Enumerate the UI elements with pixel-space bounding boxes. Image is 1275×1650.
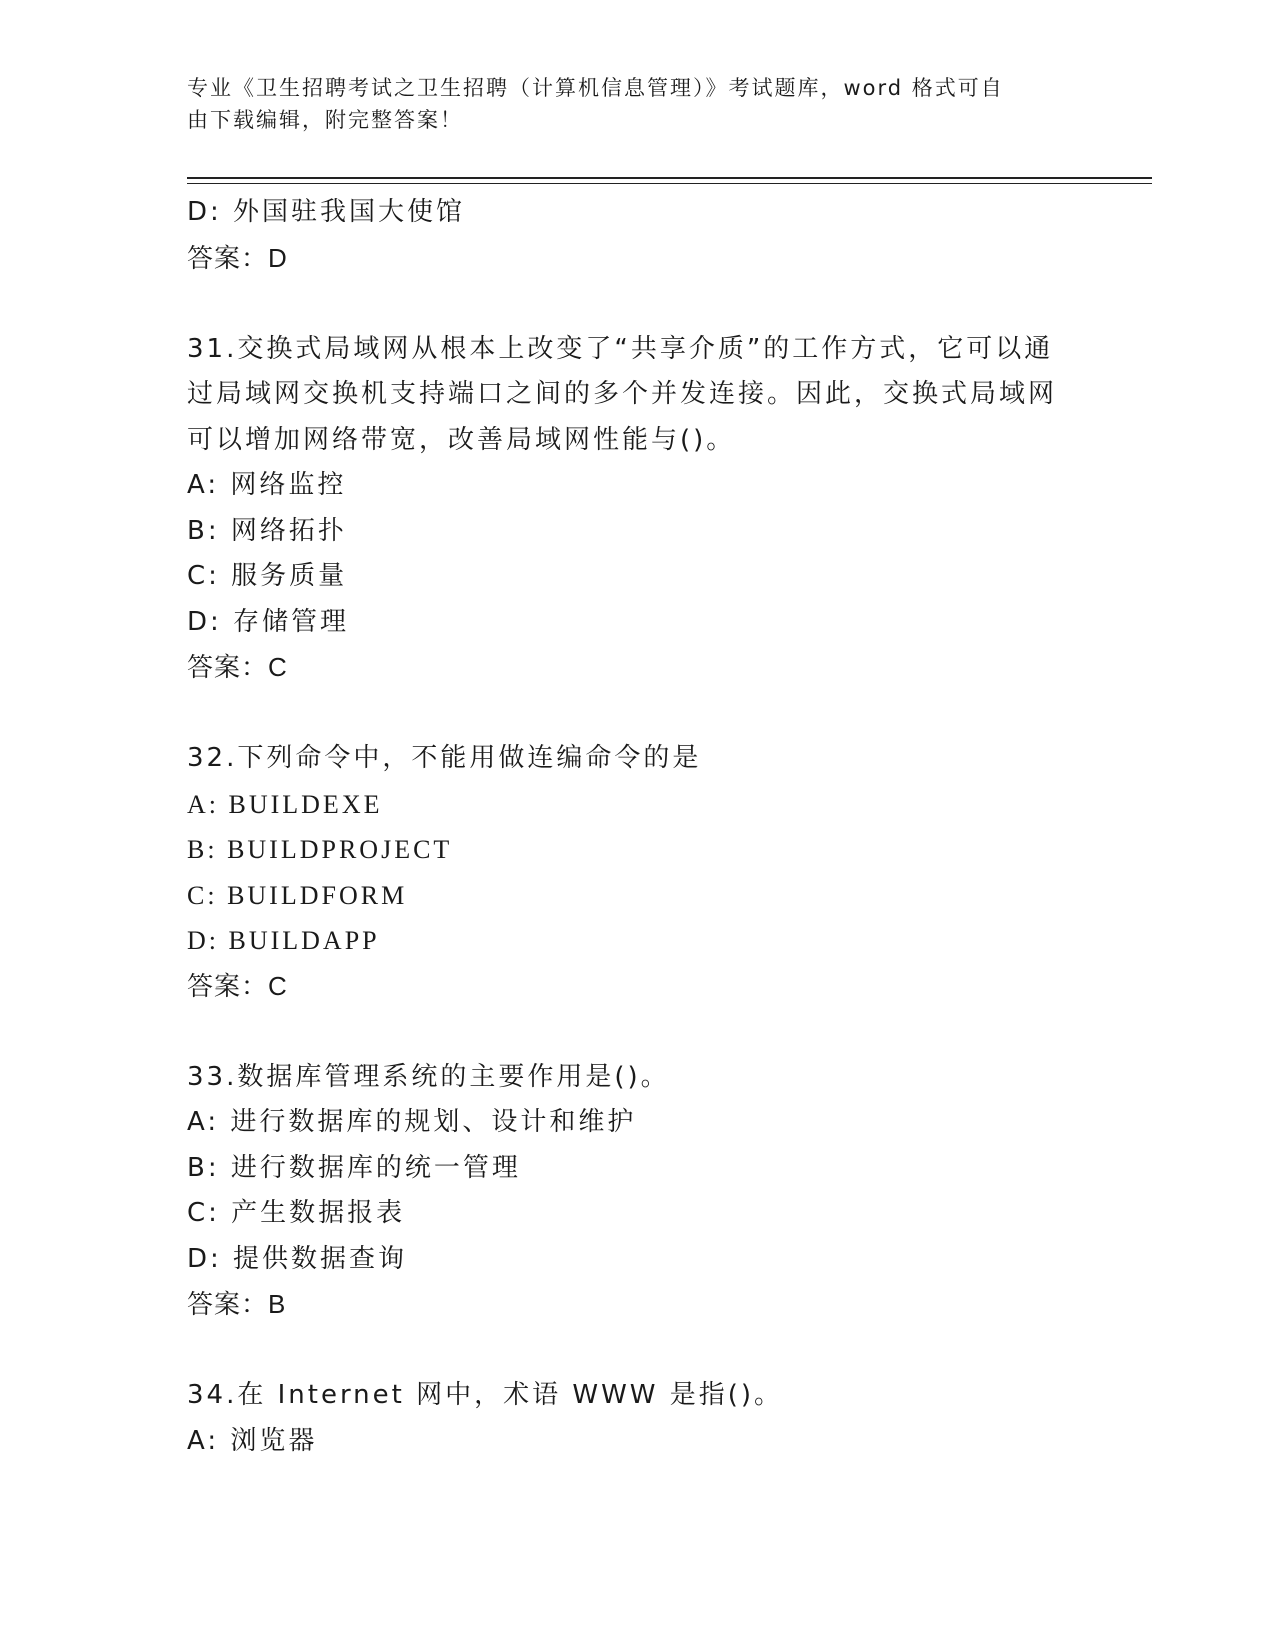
question-stem-line-3: 可以增加网络带宽，改善局域网性能与()。 bbox=[187, 424, 736, 455]
option-c: C: 产生数据报表 bbox=[187, 1198, 406, 1228]
question-stem-line-1: 31.交换式局域网从根本上改变了“共享介质”的工作方式，它可以通 bbox=[187, 333, 1054, 364]
answer-line: 答案：B bbox=[187, 1289, 287, 1319]
question-stem: 34.在 Internet 网中，术语 WWW 是指()。 bbox=[187, 1380, 784, 1410]
option-d: D: 提供数据查询 bbox=[187, 1243, 408, 1274]
question-spacer bbox=[187, 1328, 1087, 1374]
question-spacer bbox=[187, 1009, 1087, 1055]
option-d: D: 外国驻我国大使馆 bbox=[187, 197, 466, 227]
document-header bbox=[187, 72, 1067, 136]
option-c: C: BUILDFORM bbox=[187, 880, 408, 910]
question-stem: 32.下列命令中，不能用做连编命令的是 bbox=[187, 743, 702, 773]
question-30-tail bbox=[187, 190, 1087, 281]
question-list bbox=[187, 190, 1087, 1464]
option-b: B: 进行数据库的统一管理 bbox=[187, 1152, 521, 1183]
header-divider-thick bbox=[187, 177, 1152, 179]
option-b: B: 网络拓扑 bbox=[187, 515, 347, 546]
header-intro-line-2: 由下载编辑，附完整答案！ bbox=[187, 108, 463, 132]
question-34 bbox=[187, 1373, 1087, 1464]
option-a: A: 进行数据库的规划、设计和维护 bbox=[187, 1107, 637, 1137]
answer-line: 答案：D bbox=[187, 242, 288, 273]
question-spacer bbox=[187, 281, 1087, 327]
question-31 bbox=[187, 327, 1087, 691]
option-a: A: 网络监控 bbox=[187, 470, 347, 500]
option-b: B: BUILDPROJECT bbox=[187, 835, 453, 864]
question-spacer bbox=[187, 691, 1087, 737]
answer-line: 答案：C bbox=[187, 970, 288, 1001]
option-a: A: 浏览器 bbox=[187, 1425, 318, 1456]
question-stem-line-2: 过局域网交换机支持端口之间的多个并发连接。因此，交换式局域网 bbox=[187, 379, 1058, 409]
header-intro-line-1: 专业《卫生招聘考试之卫生招聘（计算机信息管理）》考试题库，word 格式可自 bbox=[187, 76, 1004, 100]
answer-line: 答案：C bbox=[187, 652, 288, 682]
option-d: D: 存储管理 bbox=[187, 606, 350, 637]
option-d: D: BUILDAPP bbox=[187, 926, 380, 955]
question-33 bbox=[187, 1055, 1087, 1328]
header-divider-thin bbox=[187, 183, 1152, 184]
question-stem: 33.数据库管理系统的主要作用是()。 bbox=[187, 1061, 670, 1092]
option-a: A: BUILDEXE bbox=[187, 789, 383, 819]
question-32 bbox=[187, 736, 1087, 1009]
option-c: C: 服务质量 bbox=[187, 561, 348, 591]
